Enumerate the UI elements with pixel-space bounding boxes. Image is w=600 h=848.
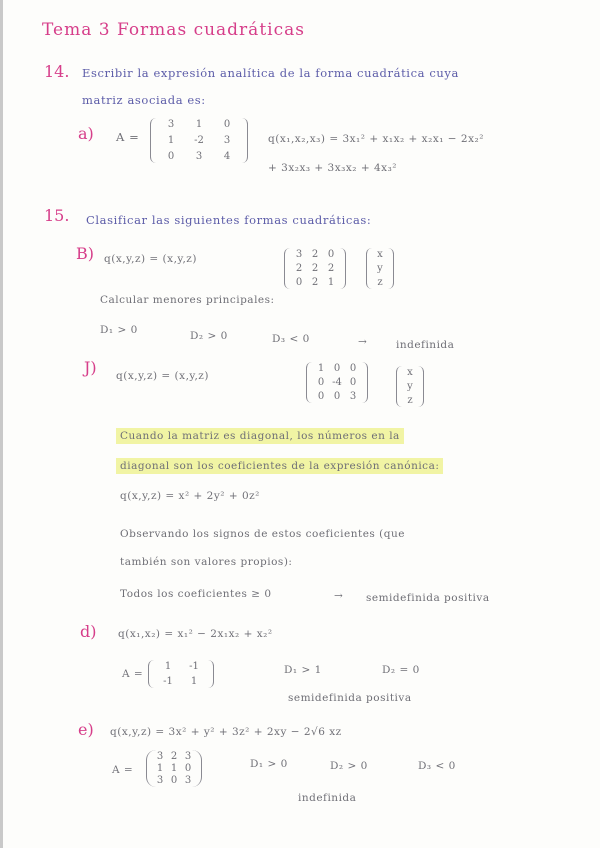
exercise-15j-label: J) <box>84 358 97 377</box>
exercise-15d-lhs: A = <box>122 668 144 680</box>
matrix-entry: 0 <box>223 119 231 130</box>
matrix-entry: 1 <box>317 363 325 374</box>
exercise-14-statement-line2: matriz asociada es: <box>82 93 206 107</box>
matrix-entry: 1 <box>167 135 175 146</box>
matrix-entry: 2 <box>327 263 335 274</box>
page-title: Tema 3 Formas cuadráticas <box>42 20 305 40</box>
exercise-15e-matrix <box>146 750 202 787</box>
exercise-14a-label: a) <box>78 124 94 143</box>
exercise-14a-matrix <box>150 118 248 163</box>
matrix-entry: 0 <box>333 391 341 402</box>
matrix-entry: 3 <box>167 119 175 130</box>
matrix-entry: 0 <box>184 763 192 774</box>
matrix-entry: 0 <box>349 363 357 374</box>
matrix-entry: 0 <box>295 277 303 288</box>
matrix-entry: 0 <box>167 151 175 162</box>
matrix-entry: 0 <box>349 377 357 388</box>
exercise-15e-label: e) <box>78 720 94 739</box>
matrix-entry: 3 <box>295 249 303 260</box>
exercise-15d-result: semidefinida positiva <box>288 692 412 704</box>
exercise-14a-expression-line2: + 3x₂x₃ + 3x₃x₂ + 4x₃² <box>268 162 397 174</box>
matrix-entry: 0 <box>327 249 335 260</box>
exercise-15b-expression: q(x,y,z) = (x,y,z) <box>104 253 197 265</box>
exercise-15d-label: d) <box>80 622 97 641</box>
observation-line2: también son valores propios): <box>120 556 293 568</box>
exercise-15b-result: indefinida <box>396 339 455 351</box>
matrix-entry: 1 <box>170 763 178 774</box>
observation-line1: Observando los signos de estos coeficientes (que <box>120 528 405 540</box>
matrix-entry: 0 <box>317 377 325 388</box>
matrix-entry: 1 <box>195 119 203 130</box>
exercise-15d-minor-2: D₂ = 0 <box>382 664 420 676</box>
matrix-entry: 3 <box>195 151 203 162</box>
exercise-15b-calc-note: Calcular menores principales: <box>100 294 275 306</box>
matrix-entry: 1 <box>190 676 198 687</box>
matrix-entry: 2 <box>311 249 319 260</box>
matrix-entry: 0 <box>333 363 341 374</box>
matrix-entry: 2 <box>170 751 178 762</box>
exercise-15e-minor-2: D₂ > 0 <box>330 760 368 772</box>
exercise-15e-result: indefinida <box>298 792 357 804</box>
exercise-15b-minor-1: D₁ > 0 <box>100 324 138 336</box>
matrix-entry: x <box>407 367 413 378</box>
exercise-15-number: 15. <box>44 206 70 225</box>
exercise-15j-matrix <box>306 362 368 403</box>
matrix-entry: 1 <box>327 277 335 288</box>
exercise-14-statement-line1: Escribir la expresión analítica de la forma cuadrática cuya <box>82 66 459 80</box>
exercise-15b-matrix <box>284 248 346 289</box>
matrix-entry: -2 <box>194 135 204 146</box>
exercise-14a-lhs: A = <box>116 130 140 144</box>
exercise-15d-matrix <box>148 660 214 688</box>
exercise-15b-label: B) <box>76 244 94 263</box>
matrix-entry: 1 <box>164 661 172 672</box>
matrix-entry: 2 <box>295 263 303 274</box>
matrix-entry: z <box>407 395 413 406</box>
matrix-entry: -1 <box>189 661 199 672</box>
exercise-15e-minor-1: D₁ > 0 <box>250 758 288 770</box>
exercise-15b-arrow: → <box>358 336 368 348</box>
matrix-entry: 3 <box>156 775 164 786</box>
exercise-15d-minor-1: D₁ > 1 <box>284 664 322 676</box>
matrix-entry: x <box>377 249 383 260</box>
matrix-entry: 3 <box>156 751 164 762</box>
exercise-15b-minor-3: D₃ < 0 <box>272 333 310 345</box>
matrix-entry: y <box>407 381 413 392</box>
coefficients-arrow: → <box>334 590 344 602</box>
matrix-entry: -4 <box>332 377 342 388</box>
exercise-15j-vector <box>396 366 424 407</box>
exercise-15-statement: Clasificar las siguientes formas cuadráticas: <box>86 213 372 227</box>
exercise-14-number: 14. <box>44 62 70 81</box>
exercise-15j-expression: q(x,y,z) = (x,y,z) <box>116 370 209 382</box>
matrix-entry: -1 <box>163 676 173 687</box>
exercise-15d-expression: q(x₁,x₂) = x₁² − 2x₁x₂ + x₂² <box>118 628 273 640</box>
matrix-entry: 0 <box>170 775 178 786</box>
matrix-entry: 0 <box>317 391 325 402</box>
matrix-entry: 4 <box>223 151 231 162</box>
coefficients-result: semidefinida positiva <box>366 592 490 604</box>
exercise-15b-minor-2: D₂ > 0 <box>190 330 228 342</box>
matrix-entry: 3 <box>184 751 192 762</box>
exercise-15j-canonical: q(x,y,z) = x² + 2y² + 0z² <box>120 490 260 502</box>
matrix-entry: 3 <box>349 391 357 402</box>
matrix-entry: 2 <box>311 277 319 288</box>
matrix-entry: z <box>377 277 383 288</box>
matrix-entry: 1 <box>156 763 164 774</box>
coefficients-statement: Todos los coeficientes ≥ 0 <box>120 588 272 600</box>
matrix-entry: 3 <box>223 135 231 146</box>
matrix-entry: 3 <box>184 775 192 786</box>
exercise-15e-lhs: A = <box>112 764 134 776</box>
matrix-entry: y <box>377 263 383 274</box>
exercise-15e-minor-3: D₃ < 0 <box>418 760 456 772</box>
exercise-14a-expression-line1: q(x₁,x₂,x₃) = 3x₁² + x₁x₂ + x₂x₁ − 2x₂² <box>268 133 484 145</box>
page-edge <box>0 0 3 848</box>
diagonal-note-line2: diagonal son los coeficientes de la expresión canónica: <box>116 458 443 474</box>
matrix-entry: 2 <box>311 263 319 274</box>
diagonal-note-line1: Cuando la matriz es diagonal, los números en la <box>116 428 404 444</box>
exercise-15b-vector <box>366 248 394 289</box>
exercise-15e-expression: q(x,y,z) = 3x² + y² + 3z² + 2xy − 2√6 xz <box>110 726 342 738</box>
